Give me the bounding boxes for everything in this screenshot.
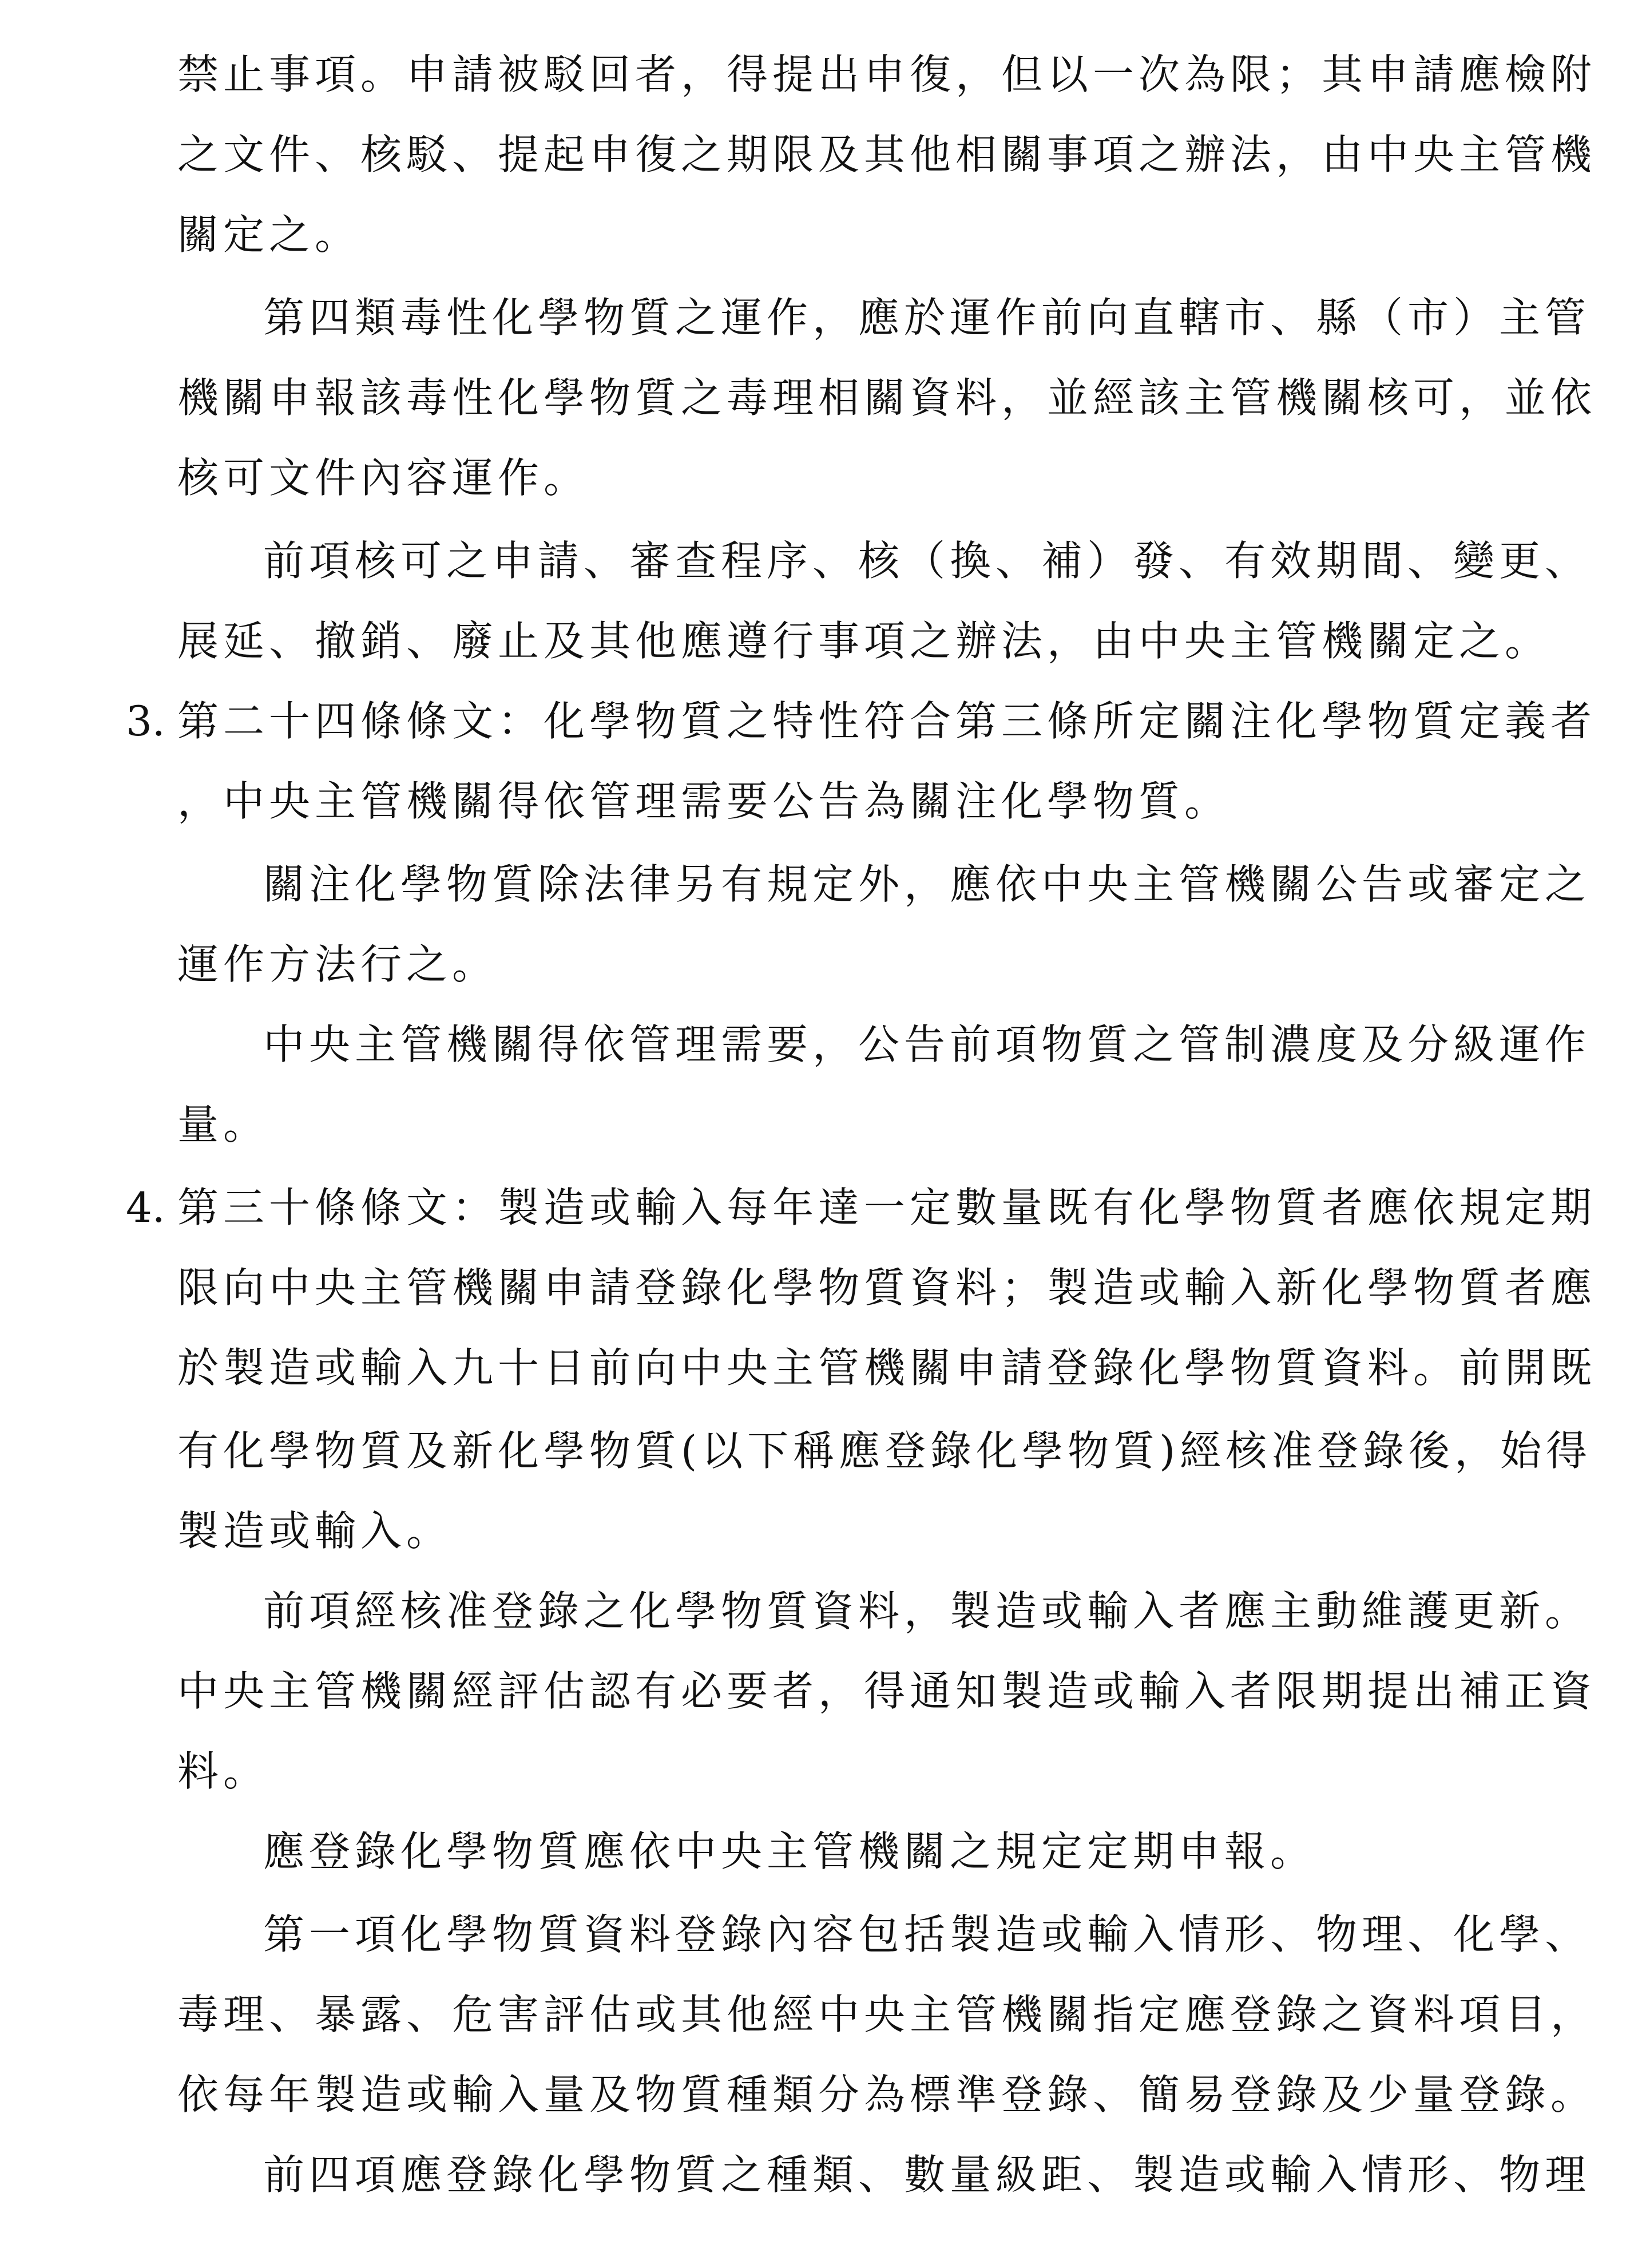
text-line: 關注化學物質除法律另有規定外，應依中央主管機關公告或審定之 [263, 860, 1591, 908]
text-line: 於製造或輸入九十日前向中央主管機關申請登錄化學物質資料。前開既 [177, 1344, 1597, 1392]
text-line: 依每年製造或輸入量及物質種類分為標準登錄、簡易登錄及少量登錄。 [177, 2071, 1597, 2119]
item-number: 4. [126, 1184, 165, 1232]
text-line: 第二十四條條文：化學物質之特性符合第三條所定關注化學物質定義者 [177, 697, 1597, 745]
text-line: 有化學物質及新化學物質(以下稱應登錄化學物質)經核准登錄後，始得 [177, 1427, 1592, 1475]
text-line: 機關申報該毒性化學物質之毒理相關資料，並經該主管機關核可，並依 [177, 374, 1597, 422]
text-line: 第一項化學物質資料登錄內容包括製造或輸入情形、物理、化學、 [263, 1910, 1591, 1958]
text-line: 之文件、核駁、提起申復之期限及其他相關事項之辦法，由中央主管機 [177, 130, 1597, 179]
text-line: 料。 [177, 1747, 269, 1795]
text-line: 應登錄化學物質應依中央主管機關之規定定期申報。 [263, 1827, 1316, 1875]
text-line: ，中央主管機關得依管理需要公告為關注化學物質。 [177, 777, 1231, 825]
text-line: 運作方法行之。 [177, 940, 498, 988]
text-line: 展延、撤銷、廢止及其他應遵行事項之辦法，由中央主管機關定之。 [177, 617, 1551, 665]
text-line: 毒理、暴露、危害評估或其他經中央主管機關指定應登錄之資料項目， [177, 1990, 1597, 2039]
item-number: 3. [126, 697, 165, 745]
text-line: 關定之。 [177, 211, 361, 259]
text-line: 製造或輸入。 [177, 1507, 453, 1555]
text-line: 限向中央主管機關申請登錄化學物質資料；製造或輸入新化學物質者應 [177, 1264, 1597, 1312]
text-line: 前項經核准登錄之化學物質資料，製造或輸入者應主動維護更新。 [263, 1587, 1591, 1635]
text-line: 前項核可之申請、審查程序、核（換、補）發、有效期間、變更、 [263, 537, 1591, 585]
text-line: 第四類毒性化學物質之運作，應於運作前向直轄市、縣（市）主管 [263, 294, 1591, 342]
text-line: 中央主管機關經評估認有必要者，得通知製造或輸入者限期提出補正資 [177, 1667, 1597, 1715]
text-line: 第三十條條文：製造或輸入每年達一定數量既有化學物質者應依規定期 [177, 1184, 1597, 1232]
text-line: 前四項應登錄化學物質之種類、數量級距、製造或輸入情形、物理 [263, 2151, 1591, 2199]
text-line: 核可文件內容運作。 [177, 454, 590, 502]
text-line: 中央主管機關得依管理需要，公告前項物質之管制濃度及分級運作 [263, 1020, 1591, 1068]
text-line: 量。 [177, 1101, 269, 1149]
text-line: 禁止事項。申請被駁回者，得提出申復，但以一次為限；其申請應檢附 [177, 50, 1597, 98]
